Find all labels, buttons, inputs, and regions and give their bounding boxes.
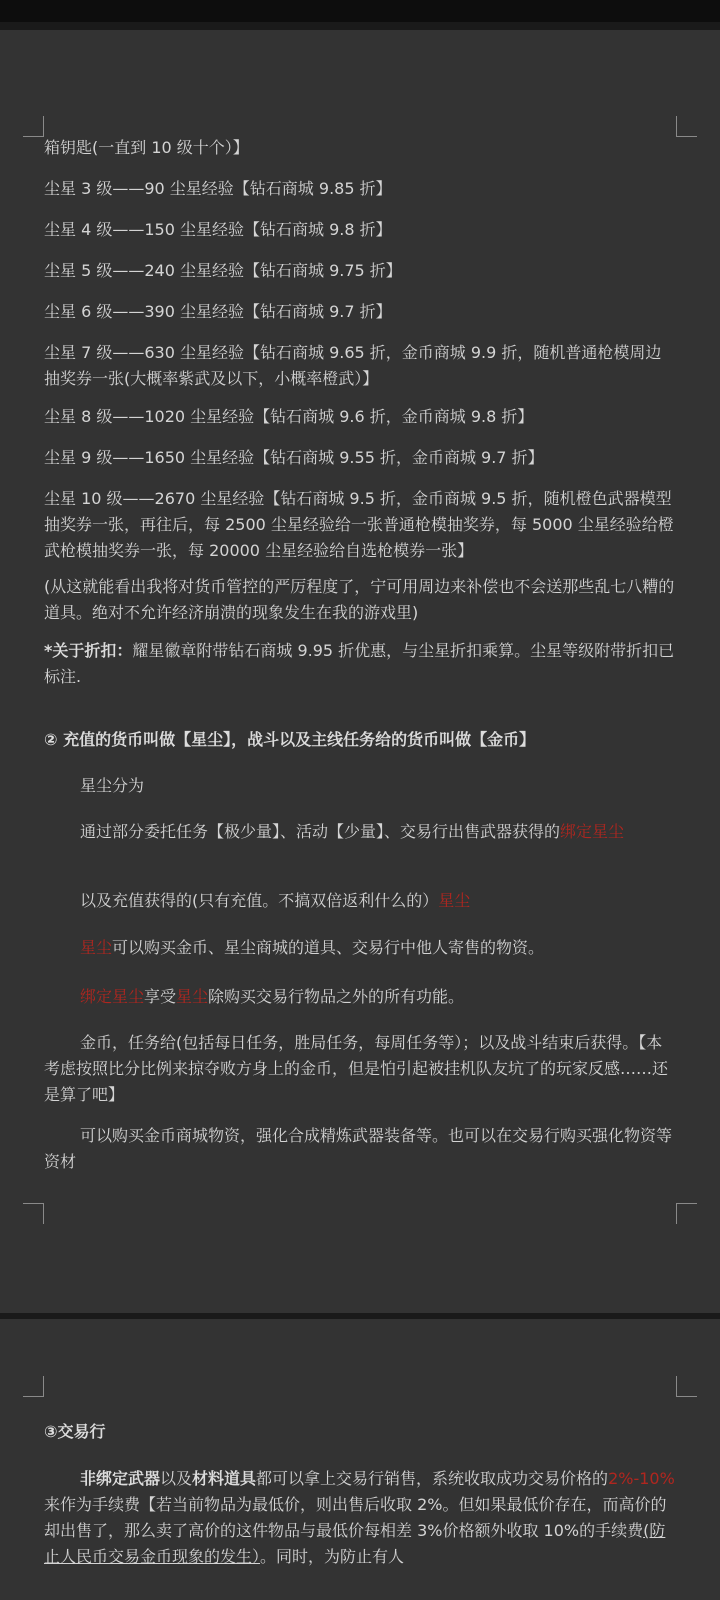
red-text: 2%-10% bbox=[608, 1469, 675, 1488]
paragraph bbox=[80, 888, 676, 914]
section-heading: ② 充值的货币叫做【星尘】，战斗以及主线任务给的货币叫做【金币】 bbox=[44, 730, 536, 749]
margin-corner-mark bbox=[23, 1203, 44, 1224]
paragraph bbox=[80, 819, 676, 845]
paragraph: 尘星 5 级——240 尘星经验【钻石商城 9.75 折】 bbox=[44, 261, 402, 280]
paragraph: 尘星 4 级——150 尘星经验【钻石商城 9.8 折】 bbox=[44, 220, 392, 239]
margin-corner-mark bbox=[23, 1376, 44, 1397]
document-page-1 bbox=[0, 30, 720, 1313]
text-run: 。同时，为防止有人 bbox=[260, 1547, 405, 1566]
paragraph: 星尘分为 bbox=[80, 776, 145, 795]
underlined-text: (防止人民币交易金币现象的发生） bbox=[44, 1521, 666, 1566]
text-run: 以及 bbox=[160, 1469, 193, 1488]
margin-corner-mark bbox=[676, 1376, 697, 1397]
paragraph: 尘星 6 级——390 尘星经验【钻石商城 9.7 折】 bbox=[44, 302, 392, 321]
paragraph: 尘星 9 级——1650 尘星经验【钻石商城 9.55 折，金币商城 9.7 折】 bbox=[44, 448, 544, 467]
text-run: 除购买交易行物品之外的所有功能。 bbox=[208, 987, 465, 1006]
document-page-2 bbox=[0, 1319, 720, 1600]
paragraph: 箱钥匙(一直到 10 级十个）】 bbox=[44, 138, 249, 157]
margin-corner-mark bbox=[676, 1203, 697, 1224]
red-text: 星尘 bbox=[438, 891, 471, 910]
paragraph: 尘星 3 级——90 尘星经验【钻石商城 9.85 折】 bbox=[44, 179, 392, 198]
text-run: 可以购买金币、星尘商城的道具、交易行中他人寄售的物资。 bbox=[112, 938, 545, 957]
bold-text: 材料道具 bbox=[192, 1469, 257, 1488]
red-text: 星尘 bbox=[176, 987, 209, 1006]
section-heading: ③交易行 bbox=[44, 1422, 106, 1441]
text-run: 享受 bbox=[144, 987, 177, 1006]
red-text: 绑定星尘 bbox=[560, 822, 625, 841]
paragraph: 尘星 10 级——2670 尘星经验【钻石商城 9.5 折，金币商城 9.5 折，随机橙色武器模型抽奖券一张，再往后，每 2500 尘星经验给一张普通枪模抽奖券，每 5000 尘星经验给橙武枪模抽奖券一张，每 20000 尘星经验给自选枪模券一张】 bbox=[44, 489, 674, 560]
paragraph: 金币，任务给(包括每日任务，胜局任务，每周任务等）；以及战斗结束后获得。【本考虑按照比分比例来掠夺败方身上的金币，但是怕引起被挂机队友坑了的玩家反感……还是算了吧】 bbox=[44, 1033, 669, 1104]
text-run: 都可以拿上交易行销售，系统收取成功交易价格的 bbox=[256, 1469, 609, 1488]
top-bar bbox=[0, 0, 720, 22]
paragraph: 尘星 8 级——1020 尘星经验【钻石商城 9.6 折，金币商城 9.8 折】 bbox=[44, 407, 534, 426]
margin-corner-mark bbox=[676, 116, 697, 137]
red-text: 星尘 bbox=[80, 938, 113, 957]
bold-text: 非绑定武器 bbox=[80, 1469, 161, 1488]
paragraph bbox=[44, 1466, 676, 1570]
paragraph bbox=[44, 638, 676, 690]
margin-corner-mark bbox=[23, 116, 44, 137]
bold-label: *关于折扣： bbox=[44, 641, 133, 660]
red-text: 绑定星尘 bbox=[80, 987, 145, 1006]
text-run: 耀星徽章附带钻石商城 9.95 折优惠，与尘星折扣乘算。尘星等级附带折扣已标注. bbox=[44, 641, 675, 686]
paragraph: 尘星 7 级——630 尘星经验【钻石商城 9.65 折，金币商城 9.9 折，随机普通枪模周边抽奖券一张(大概率紫武及以下，小概率橙武）】 bbox=[44, 343, 662, 388]
text-run: 来作为手续费【若当前物品为最低价，则出售后收取 2%。但如果最低价存在，而高价的却出售了，那么卖了高价的这件物品与最低价每相差 3%价格额外收取 10%的手续费 bbox=[44, 1495, 667, 1540]
text-run: 通过部分委托任务【极少量】、活动【少量】、交易行出售武器获得的 bbox=[80, 822, 561, 841]
paragraph bbox=[80, 935, 676, 961]
paragraph: 可以购买金币商城物资，强化合成精炼武器装备等。也可以在交易行购买强化物资等资材 bbox=[44, 1126, 673, 1171]
paragraph bbox=[80, 984, 676, 1010]
paragraph: (从这就能看出我将对货币管控的严厉程度了，宁可用周边来补偿也不会送那些乱七八糟的道具。绝对不允许经济崩溃的现象发生在我的游戏里) bbox=[44, 577, 675, 622]
text-run: 以及充值获得的(只有充值。不搞双倍返利什么的） bbox=[80, 891, 439, 910]
